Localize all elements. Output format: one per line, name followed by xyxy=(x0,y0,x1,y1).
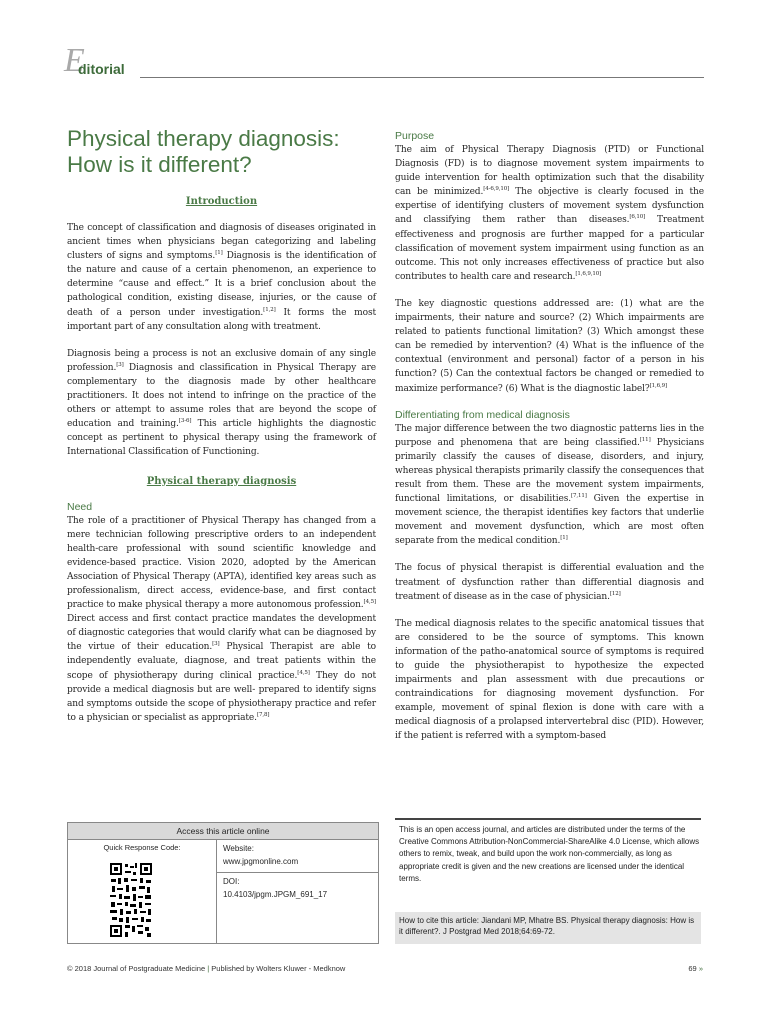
purpose-heading: Purpose xyxy=(395,130,435,142)
license-text: This is an open access journal, and articles are distributed under the terms of the Creative Commons Attribution-NonCommercial-ShareAlike 4.0 License, which allows others to remix, tweak, and build upon the work non-commercially, as long as appropriate credit is given and the new creations are licensed under the identical terms. xyxy=(395,818,701,885)
differentiating-heading: Differentiating from medical diagnosis xyxy=(395,408,570,421)
qr-label: Quick Response Code: xyxy=(103,843,181,852)
diff-paragraph-1: The major difference between the two diagnostic patterns lies in the purpose and phenomena that are being classified.[11] Physicians primarily classify the causes of disease, disorders, and injury, whereas physical therapists primarily classify the consequences that result from them. These are the movement system impairments, functional limitations, or disabilities.[7,11] Given the expertise in movement science, the therapist identifies key factors that underlie movement and movement dysfunction, which are most often separate from the medical condition.[1] xyxy=(395,423,704,547)
section-label: ditorial xyxy=(78,61,125,77)
qr-cell xyxy=(68,840,217,943)
intro-paragraph-1: The concept of classification and diagnosis of diseases originated in ancient times when physicians began categorizing and labeling clusters of signs and symptoms.[1] Diagnosis is the identification of the nature and cause of a certain phenomenon, an experience to determine “cause and effect.” It is a brief conclusion about the pathological condition, existing disease, injuries, or the cause of death of a person under investigation.[1,2] It forms the most important part of any consultation along with treatment. xyxy=(67,223,377,332)
journal-header xyxy=(64,44,704,80)
need-paragraph: The role of a practitioner of Physical Therapy has changed from a mere technician following prescriptive orders to an independent health-care professional with sound scientific knowledge and evidence-based practice. Vision 2020, adopted by the American Association of Physical Therapy (APTA), identified key areas such as professionalism, direct access, evidence-base, and first contact practice to make physical therapy a more autonomous profession.[4,5] Direct access and first contact practice mandates the development of diagnostic categories that would clarify what can be diagnosed by the virtue of their education.[3] Physical Therapist are able to independently evaluate, diagnose, and treat patients within the scope of physiotherapy during clinical practice.[4,5] They do not provide a medical diagnosis but are well- prepared to identify signs and symptoms outside the scope of physiotherapy practice and refer to a physician or specialist as appropriate.[7,8] xyxy=(67,515,376,723)
right-column xyxy=(395,130,704,757)
diff-paragraph-2: The focus of physical therapist is differential evaluation and the treatment of dysfunction rather than differential diagnosis and treatment of disease as in the case of physician.[12] xyxy=(395,563,704,602)
header-rule xyxy=(140,77,704,78)
website-link[interactable]: www.jpgmonline.com xyxy=(223,857,299,866)
purpose-paragraph-2: The key diagnostic questions addressed are: (1) what are the impairments, their nature and source? (2) Which impairments are related to patients functional limitation? (3) Which amongst these can be remedied by intervention? (4) What is the influence of the contextual (environment and personal) factor of a person in his function? (5) Can the contextual factors be changed or remedied to maximize performance? (6) What is the diagnostic label?[1,6,9] xyxy=(395,298,704,394)
left-column xyxy=(67,126,376,738)
citation-box: How to cite this article: Jiandani MP, Mhatre BS. Physical therapy diagnosis: How is it different?. J Postgrad Med 2018;64:69-72. xyxy=(395,912,701,944)
intro-paragraph-2: Diagnosis being a process is not an exclusive domain of any single profession.[3] Diagnosis and classification in Physical Therapy are complementary to the diagnosis made by other healthcare practitioners. It does not intend to infringe on the practice of the others or attempt to assume roles that are beyond the scope of education and training.[3-6] This article highlights the diagnostic concept as pertinent to physical therapy using the framework of International Classification of Functioning. xyxy=(67,348,376,458)
ptd-heading: Physical therapy diagnosis xyxy=(146,475,297,487)
website-label: Website: xyxy=(223,844,254,853)
website-row xyxy=(217,840,378,873)
doi-link[interactable]: 10.4103/jpgm.JPGM_691_17 xyxy=(223,890,328,899)
access-article-box xyxy=(67,822,379,944)
page-mark-icon: » xyxy=(698,964,703,973)
footer-left xyxy=(67,964,345,973)
page-number: 69 xyxy=(688,964,697,973)
introduction-heading: Introduction xyxy=(185,196,258,207)
qr-code-icon[interactable] xyxy=(109,862,153,938)
purpose-paragraph-1: The aim of Physical Therapy Diagnosis (PTD) or Functional Diagnosis (FD) is to diagnose movement system impairments to guide intervention for health optimization such that the disability can be minimized.[4-6,9,10] The objective is clearly focused in the expertise of identifying clusters of movement system dysfunction and classifying them rather than diseases.[6,10] Treatment effectiveness and prognosis are further mapped for a particular classification of movement system impairment using function as an outcome. This not only increases effectiveness of practice but also contributes to health care and research.[1,6,9,10] xyxy=(395,145,704,282)
doi-label: DOI: xyxy=(223,877,240,886)
copyright-text: © 2018 Journal of Postgraduate Medicine xyxy=(67,964,206,973)
article-title: Physical therapy diagnosis: How is it different? xyxy=(67,126,340,177)
footer-right xyxy=(688,964,703,973)
publisher-text: Published by Wolters Kluwer - Medknow xyxy=(211,964,346,973)
doi-row xyxy=(217,873,378,903)
access-bar: Access this article online xyxy=(68,823,378,840)
need-heading: Need xyxy=(67,500,93,513)
diff-paragraph-3: The medical diagnosis relates to the specific anatomical tissues that are considered to be the source of symptoms. This known information of the patho-anatomical source of symptoms is required to guide the physiotherapist to hypothesize the expected impairments and plan assessment with due precautions or contraindications for diagnosing movement dysfunction. For example, movement of spinal flexion is done with care with a medical diagnosis of a prolapsed intervertebral disc (PID). However, if the patient is referred with a symptom-based xyxy=(395,618,704,742)
footer-separator: | xyxy=(207,964,210,973)
access-info xyxy=(217,840,378,943)
section-initial: E xyxy=(64,42,85,79)
